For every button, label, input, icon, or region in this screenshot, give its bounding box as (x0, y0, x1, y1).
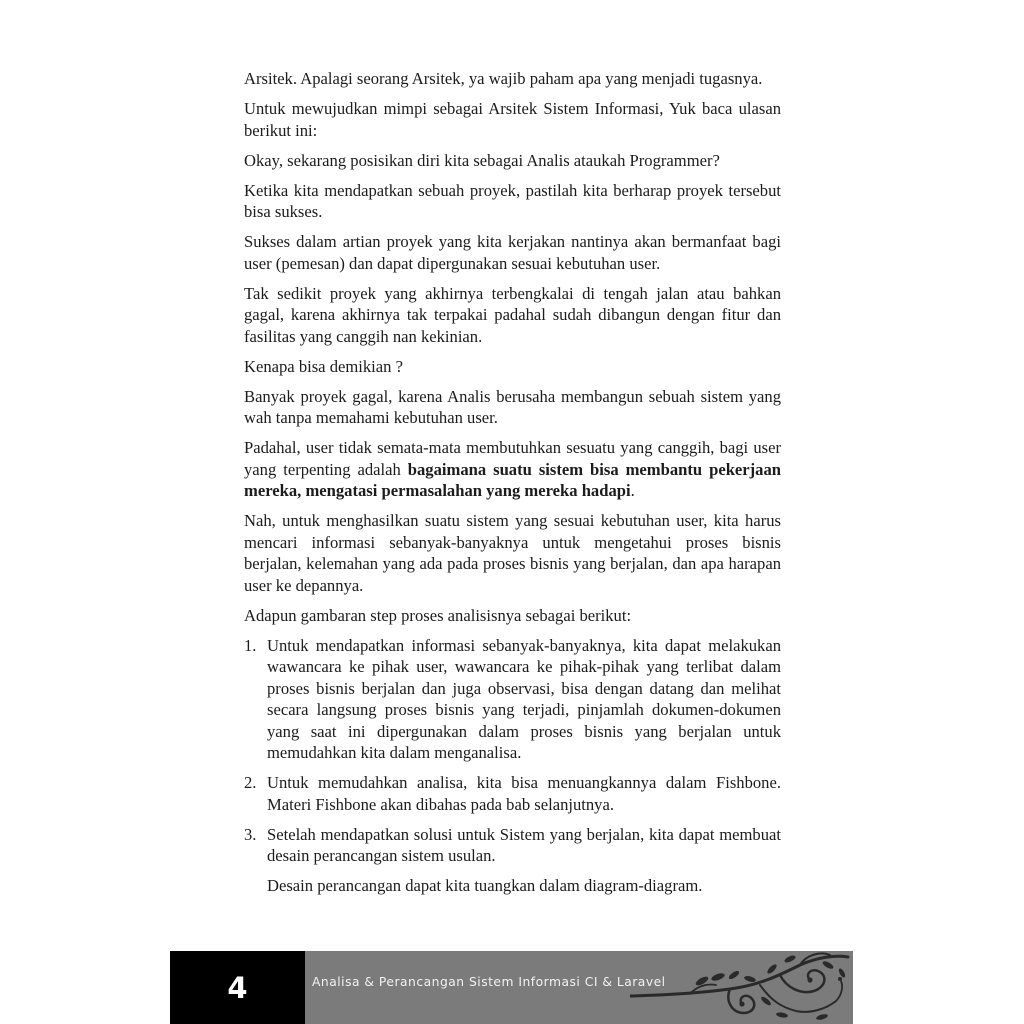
list-followup-paragraph: Desain perancangan dapat kita tuangkan dalam diagram-diagram. (267, 876, 703, 895)
paragraph: Banyak proyek gagal, karena Analis berusaha membangun sebuah sistem yang wah tanpa memahami kebutuhan user. (244, 386, 781, 427)
list-number: 1. (244, 635, 257, 655)
bold-phrase: bagaimana suatu sistem bisa membantu pekerjaan mereka, mengatasi permasalahan yang mereka hadapi (244, 459, 782, 500)
page-number: 4 (170, 951, 305, 1024)
paragraph: Okay, sekarang posisikan diri kita sebagai Analis ataukah Programmer? (244, 150, 720, 170)
paragraph: Untuk mewujudkan mimpi sebagai Arsitek Sistem Informasi, Yuk baca ulasan berikut ini: (244, 99, 781, 140)
paragraph-text: Padahal, user tidak semata-mata membutuhkan sesuatu yang canggih, bagi user yang terpenting adalah (244, 438, 781, 479)
paragraph: Nah, untuk menghasilkan suatu sistem yang sesuai kebutuhan user, kita harus mencari informasi sebanyak-banyaknya untuk mengetahui proses bisnis berjalan, kelemahan yang ada pada proses bisnis yang berjalan, dan apa harapan user ke depannya. (244, 511, 781, 595)
page-body (244, 68, 781, 905)
paragraph: Ketika kita mendapatkan sebuah proyek, pastilah kita berharap proyek tersebut bisa sukses. (244, 180, 781, 221)
list-item (244, 824, 781, 867)
paragraph: Arsitek. Apalagi seorang Arsitek, ya wajib paham apa yang menjadi tugasnya. (244, 69, 763, 88)
paragraph: Adapun gambaran step proses analisisnya sebagai berikut: (244, 605, 632, 625)
page-footer (170, 951, 853, 1024)
paragraph-text: . (630, 481, 635, 500)
list-item-text: Untuk memudahkan analisa, kita bisa menuangkannya dalam Fishbone. Materi Fishbone akan dibahas pada bab selanjutnya. (267, 773, 781, 814)
floral-ornament-icon (630, 951, 853, 1024)
list-number: 2. (244, 773, 257, 792)
list-item-text: Untuk mendapatkan informasi sebanyak-banyaknya, kita dapat melakukan wawancara ke pihak user, wawancara ke pihak-pihak yang terlibat dalam proses bisnis berjalan dan juga observasi, bisa dengan datang dan melihat secara langsung proses bisnis yang terjadi, pinjamlah dokumen-dokumen yang saat ini dipergunakan dalam proses bisnis yang berjalan untuk memudahkan kita dalam menganalisa. (267, 635, 781, 762)
step-list (244, 635, 781, 867)
paragraph-emphasis (244, 437, 781, 502)
paragraph: Tak sedikit proyek yang akhirnya terbengkalai di tengah jalan atau bahkan gagal, karena akhirnya tak terpakai padahal sudah dibangun dengan fitur dan fasilitas yang canggih nan kekinian. (244, 283, 781, 346)
paragraph: Sukses dalam artian proyek yang kita kerjakan nantinya akan bermanfaat bagi user (pemesan) dan dapat dipergunakan sesuai kebutuhan user. (244, 232, 781, 273)
book-title: Analisa & Perancangan Sistem Informasi CI & Laravel (312, 975, 666, 989)
paragraph: Kenapa bisa demikian ? (244, 356, 403, 376)
list-number: 3. (244, 824, 257, 844)
list-item-text: Setelah mendapatkan solusi untuk Sistem yang berjalan, kita dapat membuat desain perancangan sistem usulan. (267, 824, 781, 865)
list-item (244, 772, 781, 815)
list-item (244, 635, 781, 764)
